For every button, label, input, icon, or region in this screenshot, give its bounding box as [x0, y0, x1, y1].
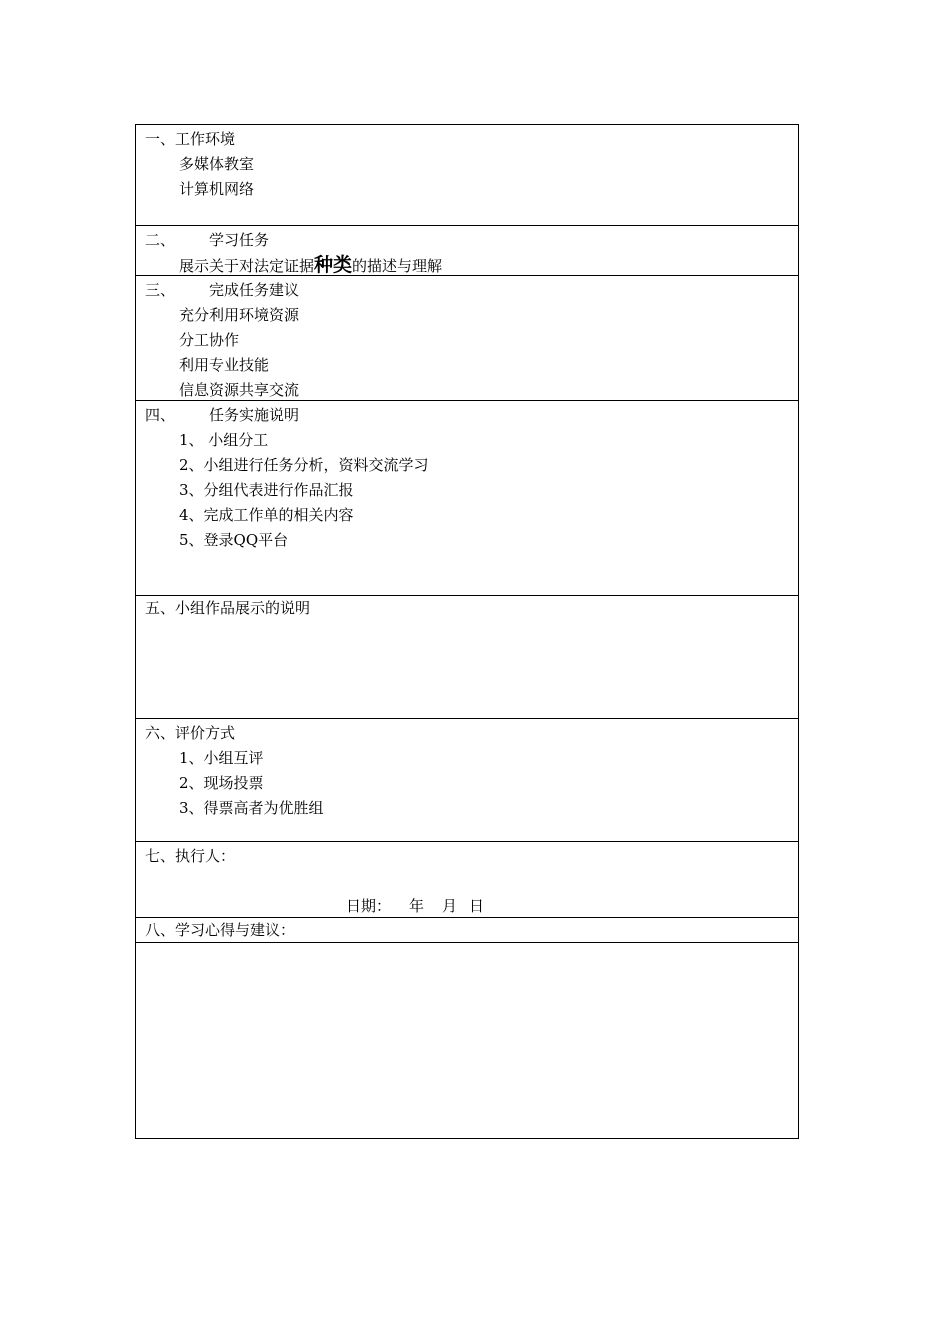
list-item: 3、分组代表进行作品汇报	[179, 481, 354, 499]
section-number: 三、	[145, 281, 176, 299]
list-item: 信息资源共享交流	[179, 381, 300, 399]
list-item: 2、小组进行任务分析，资料交流学习	[179, 456, 429, 474]
section-heading	[145, 403, 798, 428]
section-number: 四、	[145, 406, 176, 424]
section-title: 任务实施说明	[209, 406, 300, 424]
section-heading: 一、工作环境	[145, 130, 236, 148]
description-text: 展示关于对法定证据	[179, 257, 315, 275]
section-heading: 七、执行人：	[145, 847, 236, 865]
day-label: 日	[469, 897, 485, 915]
work-form-table	[135, 124, 799, 1139]
list-item: 充分利用环境资源	[179, 306, 300, 324]
section-heading	[145, 228, 798, 253]
section-task-suggestions	[136, 276, 798, 401]
emphasized-text: 种类	[314, 254, 353, 276]
section-implementation	[136, 401, 798, 596]
list-item: 2、现场投票	[179, 774, 264, 792]
month-label: 月	[442, 897, 458, 915]
date-label: 日期：	[346, 897, 392, 915]
section-heading: 五、小组作品展示的说明	[145, 599, 311, 617]
list-item: 5、登录QQ平台	[179, 531, 289, 549]
section-executor	[136, 842, 798, 918]
description-text: 的描述与理解	[352, 257, 443, 275]
task-description	[145, 253, 798, 278]
section-evaluation	[136, 719, 798, 842]
list-item: 4、完成工作单的相关内容	[179, 506, 354, 524]
list-item: 多媒体教室	[179, 155, 255, 173]
list-item: 分工协作	[179, 331, 240, 349]
section-work-environment	[136, 125, 798, 226]
section-title: 学习任务	[209, 231, 270, 249]
section-heading	[145, 278, 798, 303]
list-item: 计算机网络	[179, 180, 255, 198]
section-reflection-heading	[136, 918, 798, 943]
list-item: 1、 小组分工	[179, 431, 269, 449]
section-title: 完成任务建议	[209, 281, 300, 299]
year-label: 年	[409, 897, 425, 915]
date-line	[145, 894, 798, 919]
list-item: 利用专业技能	[179, 356, 270, 374]
list-item: 1、小组互评	[179, 749, 264, 767]
section-number: 二、	[145, 231, 176, 249]
section-heading: 八、学习心得与建议：	[145, 921, 296, 939]
list-item: 3、得票高者为优胜组	[179, 799, 324, 817]
section-group-work-display	[136, 596, 798, 719]
section-heading: 六、评价方式	[145, 724, 236, 742]
section-learning-task	[136, 226, 798, 276]
reflection-content-area	[136, 943, 798, 1138]
